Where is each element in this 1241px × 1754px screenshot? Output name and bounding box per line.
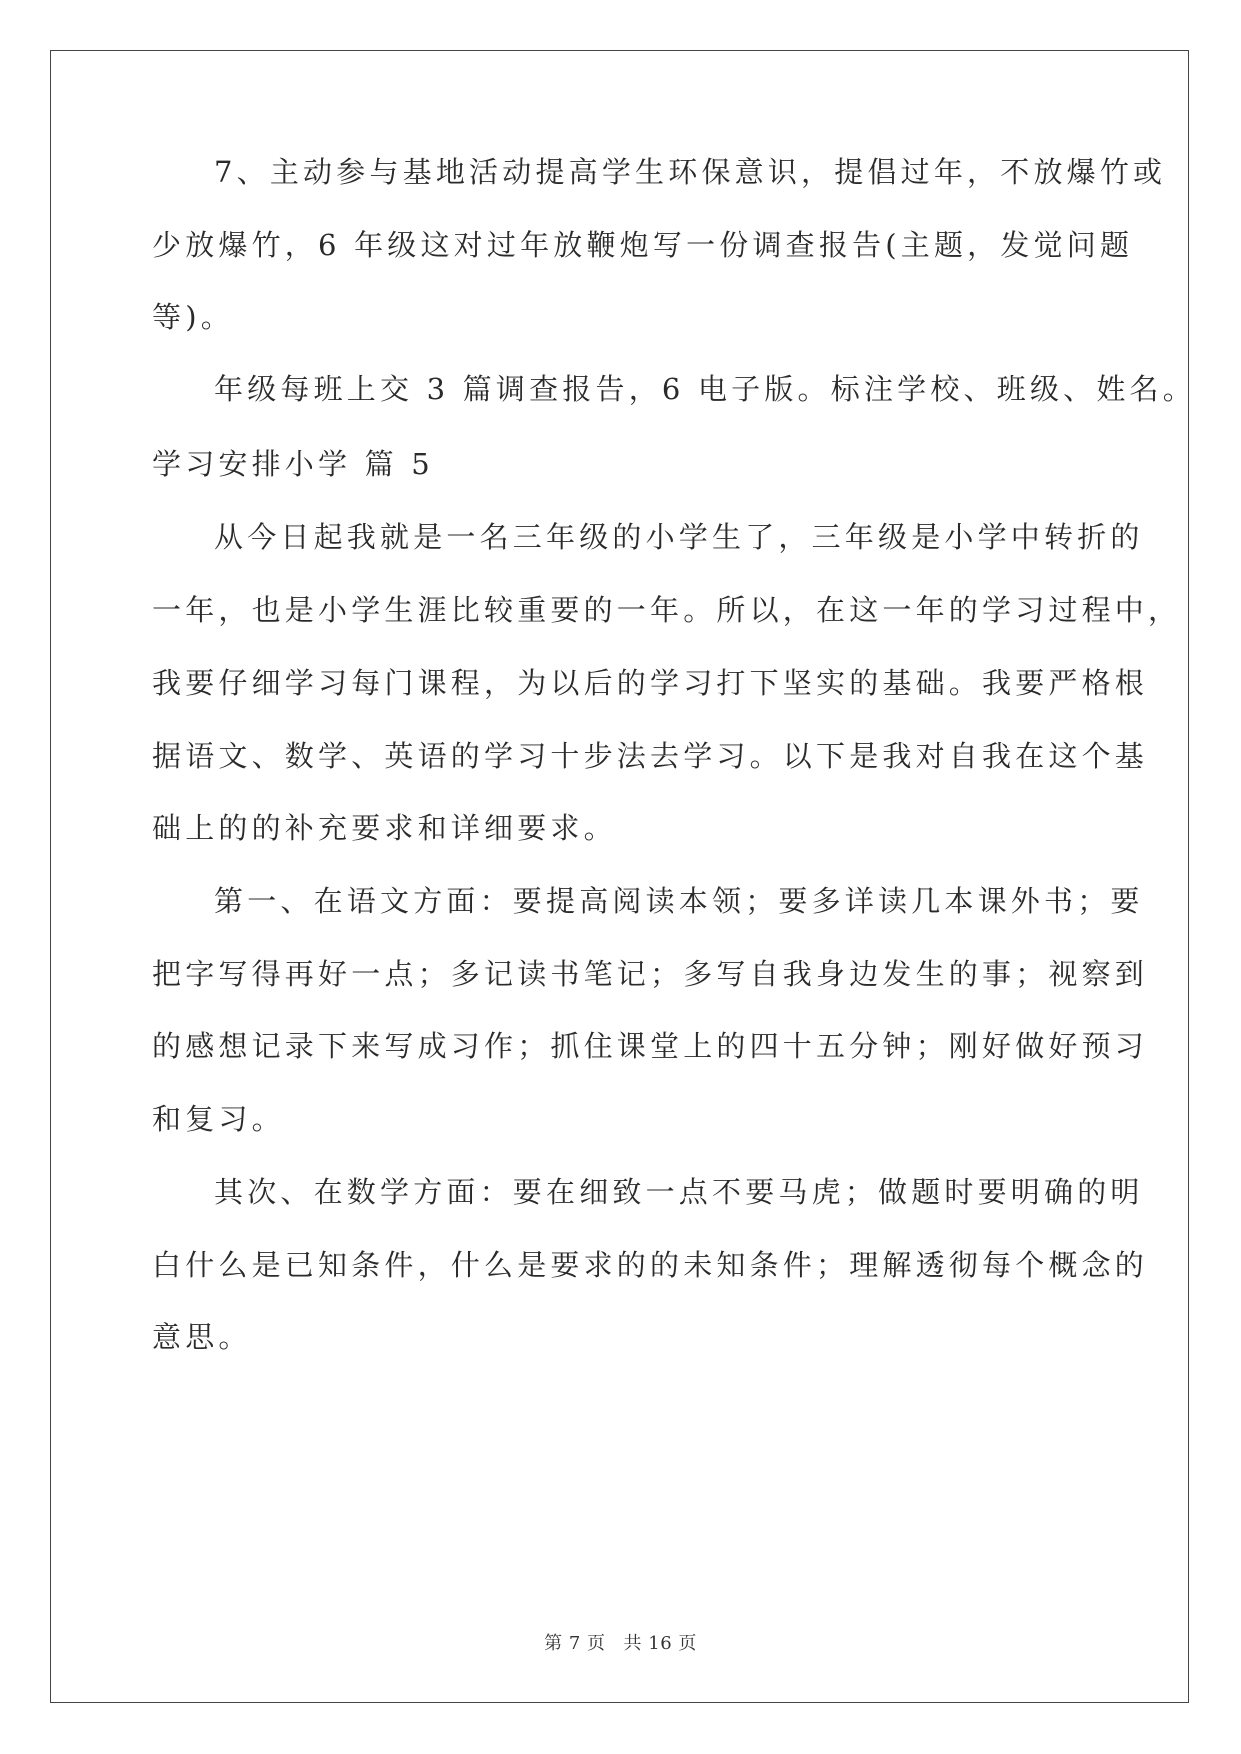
text-line: 础上的的补充要求和详细要求。 — [152, 811, 617, 845]
text-line: 据语文、数学、英语的学习十步法去学习。以下是我对自我在这个基 — [152, 739, 1149, 773]
text-line: 等)。 — [152, 300, 234, 334]
page-total: 共 16 页 — [623, 1633, 697, 1654]
text-line: 从今日起我就是一名三年级的小学生了，三年级是小学中转折的 — [214, 520, 1144, 554]
text-line: 我要仔细学习每门课程，为以后的学习打下坚实的基础。我要严格根 — [152, 666, 1149, 700]
text-line: 第一、在语文方面：要提高阅读本领；要多详读几本课外书；要 — [214, 884, 1144, 918]
text-line: 7、主动参与基地活动提高学生环保意识，提倡过年，不放爆竹或 — [214, 155, 1167, 189]
page-number: 第 7 页 — [544, 1633, 606, 1654]
text-line: 把字写得再好一点；多记读书笔记；多写自我身边发生的事；视察到 — [152, 957, 1149, 991]
text-line: 的感想记录下来写成习作；抓住课堂上的四十五分钟；刚好做好预习 — [152, 1029, 1149, 1063]
text-line: 白什么是已知条件，什么是要求的的未知条件；理解透彻每个概念的 — [152, 1248, 1149, 1282]
page-footer — [0, 1632, 1241, 1656]
text-line: 和复习。 — [152, 1102, 285, 1136]
text-line: 其次、在数学方面：要在细致一点不要马虎；做题时要明确的明 — [214, 1175, 1144, 1209]
text-line: 年级每班上交 3 篇调查报告，6 电子版。标注学校、班级、姓名。 — [214, 372, 1196, 406]
section-heading: 学习安排小学 篇 5 — [152, 447, 434, 481]
text-line: 一年，也是小学生涯比较重要的一年。所以，在这一年的学习过程中， — [152, 593, 1182, 627]
text-line: 意思。 — [152, 1320, 252, 1354]
text-line: 少放爆竹，6 年级这对过年放鞭炮写一份调查报告(主题，发觉问题 — [152, 228, 1134, 262]
